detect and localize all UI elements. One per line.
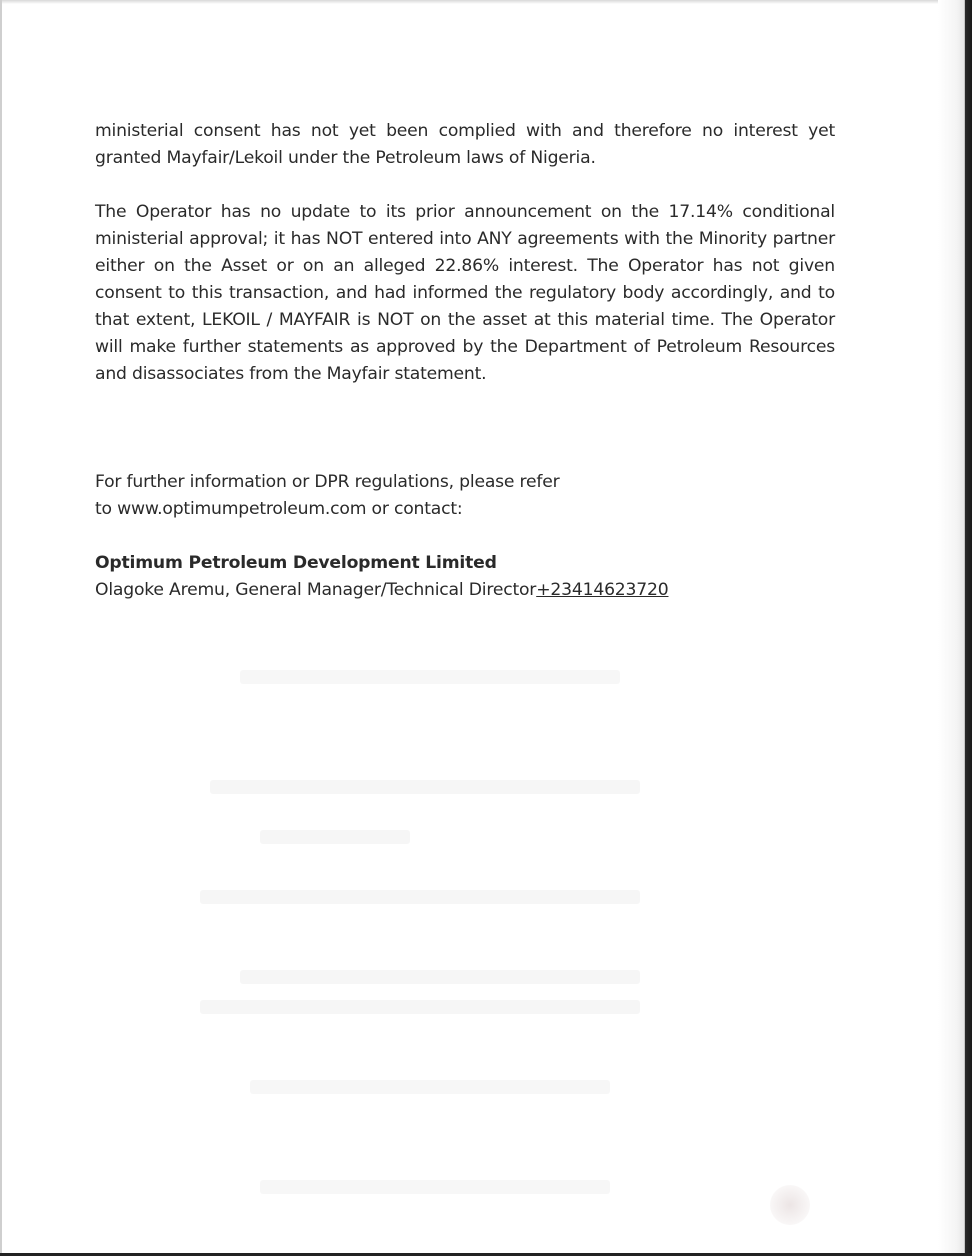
contact-block: [95, 550, 835, 604]
further-info-block: [95, 469, 835, 523]
document-body: [95, 118, 835, 604]
contact-line: [95, 577, 835, 604]
spacer: [95, 415, 835, 469]
scan-left-edge: [0, 0, 2, 1256]
contact-phone-link[interactable]: +23414623720: [536, 580, 669, 600]
further-info-line-1: For further information or DPR regulations, please refer: [95, 472, 560, 492]
scan-top-edge: [0, 0, 972, 4]
paragraph-consent: ministerial consent has not yet been complied with and therefore no interest yet granted Mayfair/Lekoil under the Petroleum laws of Nigeria.: [95, 121, 835, 168]
spacer: [95, 523, 835, 550]
contact-name-title: Olagoke Aremu, General Manager/Technical Director: [95, 580, 537, 600]
company-name: Optimum Petroleum Development Limited: [95, 553, 497, 573]
scan-smudge: [770, 1185, 810, 1225]
scan-right-edge: [938, 0, 972, 1256]
further-info-line-2: to www.optimumpetroleum.com or contact:: [95, 499, 463, 519]
bleed-through-shadow: [200, 640, 660, 1200]
paragraph-operator-statement: The Operator has no update to its prior announcement on the 17.14% conditional ministerial approval; it has NOT entered into ANY agreements with the Minority partner either on the Asset or on an alleged 22.86% interest. The Operator has not given consent to this transaction, and had informed the regulatory body accordingly, and to that extent, LEKOIL / MAYFAIR is NOT on the asset at this material time. The Operator will make further statements as approved by the Department of Petroleum Resources and disassociates from the Mayfair statement.: [95, 202, 835, 384]
